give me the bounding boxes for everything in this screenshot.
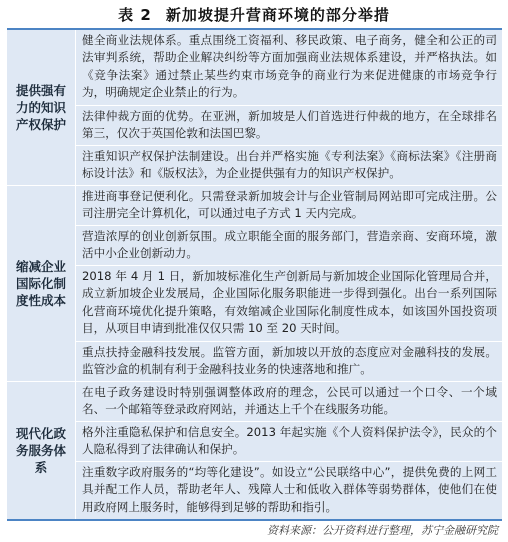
category-label: 提供强有力的知识产权保护 [15,83,66,132]
table-cell: 法律仲裁方面的优势。在亚洲，新加坡是人们首选进行仲裁的地方，在全球排名第三，仅次于英国伦敦和法国巴黎。 [76,106,502,146]
table-cell: 营造浓厚的创业创新氛围。成立职能全面的服务部门，营造亲商、安商环境，激活中小企业创新动力。 [76,226,502,266]
table-cell: 推进商事登记便利化。只需登录新加坡会计与企业管制局网站即可完成注册。公司注册完全计算机化，可以通过电子方式 1 天内完成。 [76,186,502,226]
group-rows [76,186,502,381]
measures-table [7,28,502,521]
group-cost-reduction [7,186,502,382]
table-title [0,0,508,28]
group-ip-protection [7,30,502,186]
source-note: 资料来源：公开资料进行整理，苏宁金融研究院 [267,524,498,537]
table-cell: 注重数字政府服务的“均等化建设”。如设立“公民联络中心”，提供免费的上网工具并配工作人员，帮助老年人、残障人士和低收入群体等弱势群体，使他们在使用政府网上服务时，能够得到足够的帮助和指引。 [76,462,502,519]
category-label: 缩减企业国际化制度性成本 [15,259,66,308]
table-cell: 重点扶持金融科技发展。监管方面，新加坡以开放的态度应对金融科技的发展。监管沙盒的机制有利于金融科技业务的快速落地和推广。 [76,342,502,381]
table-title-text: 新加坡提升营商环境的部分举措 [165,5,390,24]
category-cell [7,186,76,381]
group-rows [76,382,502,519]
category-cell [7,30,76,185]
category-label: 现代化政务服务体系 [15,426,66,475]
group-e-government [7,382,502,519]
category-cell [7,382,76,519]
table-cell: 在电子政务建设时特别强调整体政府的理念，公民可以通过一个口令、一个域名、一个邮箱等登录政府网站，并通达上千个在线服务功能。 [76,382,502,422]
table-number: 表 2 [118,5,152,24]
group-rows [76,30,502,185]
table-cell: 2018 年 4 月 1 日，新加坡标准化生产创新局与新加坡企业国际化管理局合并，成立新加坡企业发展局，企业国际化服务职能进一步得到强化。出台一系列国际化营商环境优化提升策略，有效缩减企业国际化制度性成本，如该国外国投资项目，从项目申请到批准仅仅只需 10 至 20 天时间。 [76,266,502,342]
table-cell: 格外注重隐私保护和信息安全。2013 年起实施《个人资料保护法令》，民众的个人隐私得到了法律确认和保护。 [76,422,502,462]
table-cell: 健全商业法规体系。重点围绕工资福利、移民政策、电子商务，健全和公正的司法审判系统，帮助企业解决纠纷等方面加强商业法规体系建设，并严格执法。如《竞争法案》通过禁止某些约束市场竞争的商业行为来促进健康的市场竞争行为，明确规定企业禁止的行为。 [76,30,502,106]
table-cell: 注重知识产权保护法制建设。出台并严格实施《专利法案》《商标法案》《注册商标设计法》和《版权法》，为企业提供强有力的知识产权保护。 [76,146,502,185]
